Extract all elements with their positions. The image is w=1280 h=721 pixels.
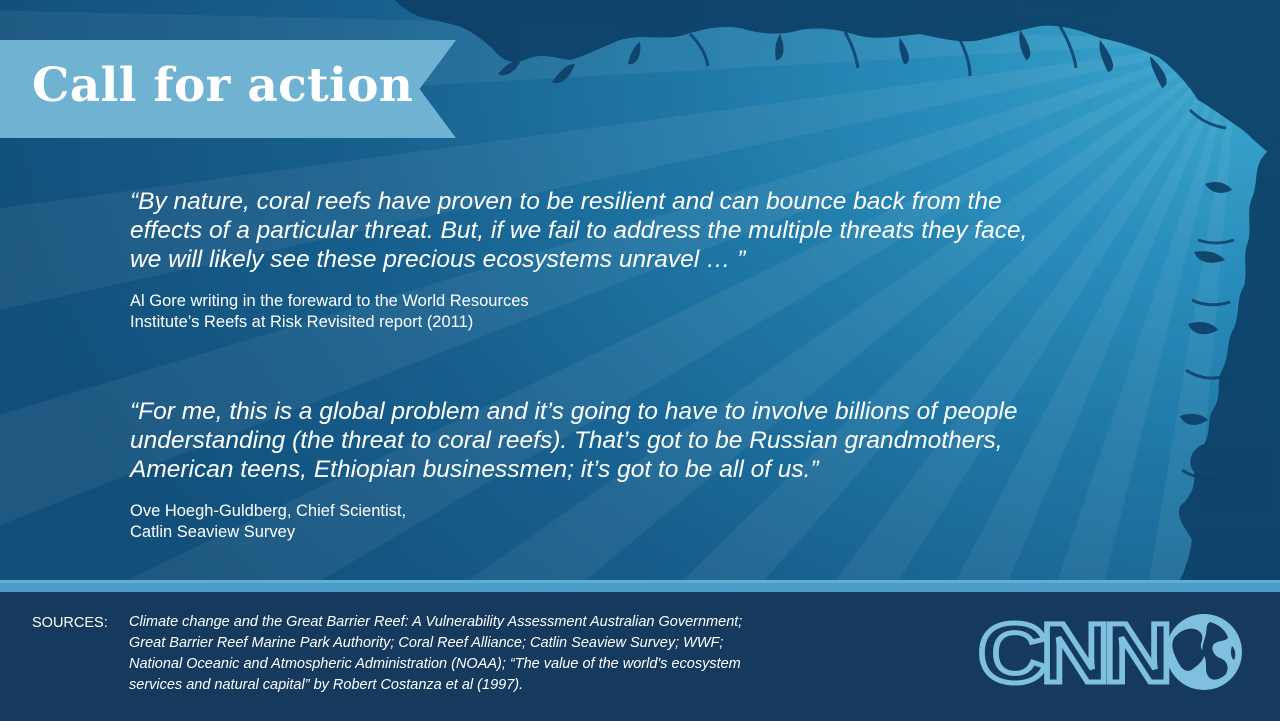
quote-attribution	[130, 291, 529, 333]
quote-line: “For me, this is a global problem and it’s going to have to involve billions of people	[130, 398, 1018, 425]
attribution-line: Catlin Seaview Survey	[130, 523, 296, 541]
cnn-logo	[976, 610, 1246, 694]
attribution-line: Al Gore writing in the foreward to the World Resources	[130, 292, 529, 310]
globe-icon	[1166, 614, 1242, 690]
quote-text	[130, 187, 1130, 274]
source-line: services and natural capital” by Robert Costanza et al (1997).	[129, 677, 524, 693]
quote-line: American teens, Ethiopian businessmen; it’s got to be all of us.”	[130, 456, 819, 483]
quote-line: effects of a particular threat. But, if we fail to address the multiple threats they face,	[130, 217, 1028, 244]
quote-line: “By nature, coral reefs have proven to be resilient and can bounce back from the	[130, 188, 1002, 215]
quote-line: understanding (the threat to coral reefs). That’s got to be Russian grandmothers,	[130, 427, 1003, 454]
cnn-logo-text: CNN	[978, 610, 1167, 694]
footer-divider	[0, 580, 1280, 592]
cnn-wordmark	[978, 610, 1166, 694]
quote-line: we will likely see these precious ecosystems unravel … ”	[130, 246, 746, 273]
attribution-line: Ove Hoegh-Guldberg, Chief Scientist,	[130, 502, 407, 520]
attribution-line: Institute’s Reefs at Risk Revisited report (2011)	[130, 313, 474, 331]
page-title: Call for action	[32, 58, 414, 113]
sources-label: SOURCES:	[32, 615, 108, 631]
source-line: Climate change and the Great Barrier Reef: A Vulnerability Assessment Australian Government;	[129, 614, 743, 630]
source-line: National Oceanic and Atmospheric Administration (NOAA); “The value of the world's ecosystem	[129, 656, 741, 672]
source-line: Great Barrier Reef Marine Park Authority; Coral Reef Alliance; Catlin Seaview Survey; WWF;	[129, 635, 724, 651]
quote-text	[130, 397, 1130, 484]
quote-attribution	[130, 501, 406, 543]
sources-text	[129, 612, 929, 696]
